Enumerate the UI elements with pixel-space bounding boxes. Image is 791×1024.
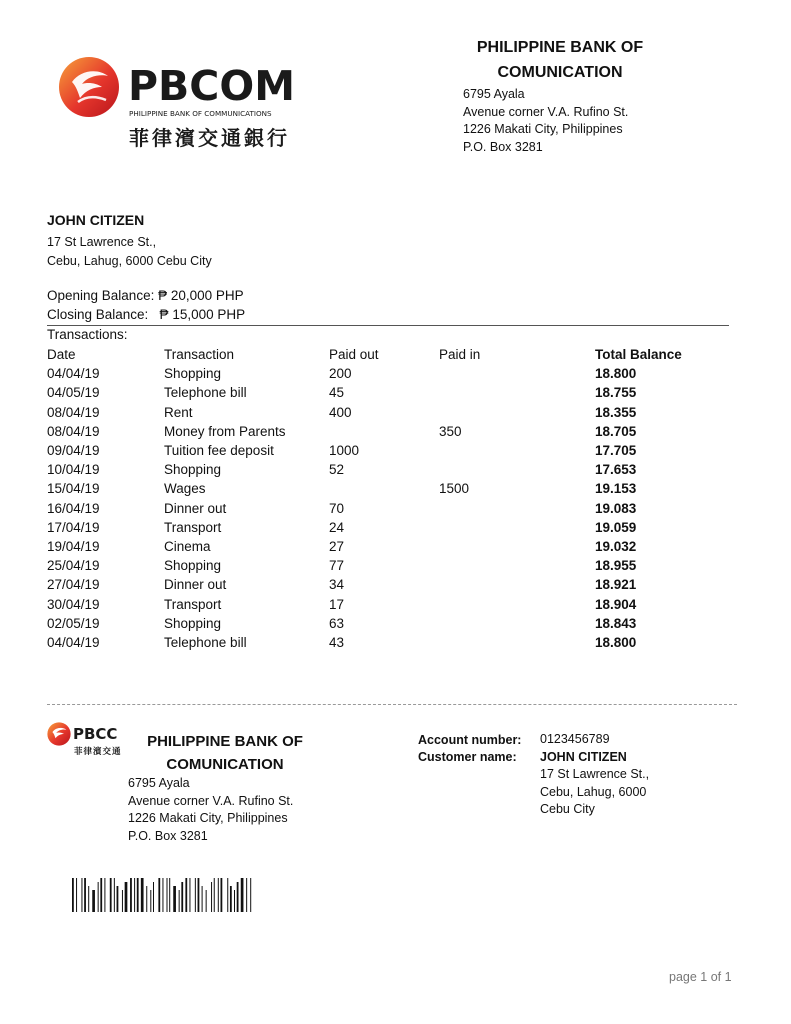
table-row [47,614,695,633]
column-header-paid-out: Paid out [329,347,379,363]
table-row [47,403,695,422]
customer-name: JOHN CITIZEN [47,212,145,228]
slip-bank-address-line: 6795 Ayala [128,776,190,790]
table-row [47,364,695,383]
cell-paid-out: 1000 [329,443,360,459]
cell-date: 04/05/19 [47,385,100,401]
cell-date: 04/04/19 [47,634,100,650]
cell-paid-out: 400 [329,404,352,420]
barcode-bar [218,878,219,912]
barcode-bar [195,878,196,912]
cell-transaction: Transport [164,519,222,535]
bank-address-line: 1226 Makati City, Philippines [463,122,623,136]
cell-paid-out [329,479,439,498]
transactions-title: Transactions: [47,327,128,342]
table-row [47,594,695,613]
cell-paid-out: 34 [329,577,345,593]
cell-date: 04/04/19 [47,366,100,382]
barcode-bar [202,886,203,912]
column-header-date: Date [47,347,76,363]
slip-logo-chinese-name: 菲律濱交通 [74,747,122,757]
barcode-bar [169,878,170,912]
cell-paid-out: 70 [329,500,345,516]
pbcc-emblem-icon [47,722,71,746]
barcode-bar [141,878,144,912]
cell-transaction: Rent [164,404,193,420]
barcode-bar [81,878,82,912]
slip-customer-address-line: Cebu City [540,802,595,816]
barcode-bar [84,878,86,912]
column-header-paid-in: Paid in [439,347,481,363]
cell-paid-in [439,403,595,422]
barcode-bar [211,882,212,912]
cell-paid-in [439,518,595,537]
bank-logo [58,56,298,156]
table-row [47,575,695,594]
bank-name-line1: PHILIPPINE BANK OF [476,39,644,56]
barcode-bar [114,878,115,912]
table-row [47,460,695,479]
barcode-bar [250,878,251,912]
cell-total-balance: 18.921 [595,577,637,593]
bank-address-line: Avenue corner V.A. Rufino St. [463,104,629,119]
barcode-bar [227,878,228,912]
cell-total-balance: 18.800 [595,634,637,650]
cell-paid-in [439,383,595,402]
cell-total-balance: 19.032 [595,538,637,554]
account-number-value: 0123456789 [540,732,610,746]
barcode-bar [237,882,239,912]
barcode-bar [230,886,232,912]
cell-paid-out: 45 [329,385,345,401]
account-number-label: Account number: [418,733,522,747]
slip-logo [47,722,127,762]
cell-transaction: Cinema [164,538,211,554]
barcode-bar [153,882,154,912]
table-row [47,383,695,402]
cell-paid-out: 77 [329,558,345,574]
cell-total-balance: 18.800 [595,366,637,382]
slip-bank-address [128,775,293,845]
slip-customer-name: JOHN CITIZEN [540,750,627,764]
barcode-bar [158,878,160,912]
customer-name-label: Customer name: [418,750,517,764]
slip-customer-address-line: 17 St Lawrence St., [540,767,650,781]
cell-total-balance: 18.705 [595,423,637,439]
cell-transaction: Transport [164,596,222,612]
cell-date: 16/04/19 [47,500,100,516]
barcode-bar [92,890,95,912]
cell-paid-out: 27 [329,538,345,554]
cell-paid-in: 350 [439,423,462,439]
barcode-bar [234,890,235,912]
cell-paid-out: 24 [329,519,345,535]
cell-date: 08/04/19 [47,404,100,420]
cell-paid-in [439,575,595,594]
barcode-bar [189,878,190,912]
cell-paid-in: 1500 [439,481,470,497]
slip-bank-name [130,730,320,776]
cell-total-balance: 17.653 [595,462,637,478]
barcode-bar [181,882,183,912]
barcode-bar [206,890,207,912]
bank-address-line: 6795 Ayala [463,87,525,101]
cell-paid-out: 17 [329,596,345,612]
cell-total-balance: 18.955 [595,558,637,574]
cell-transaction: Shopping [164,558,222,574]
cell-paid-in [439,614,595,633]
barcode-bar [179,890,180,912]
barcode-bar [104,878,105,912]
cell-paid-in [439,441,595,460]
barcode-bar [146,886,147,912]
barcode-bar [122,890,123,912]
cell-paid-out: 43 [329,634,345,650]
barcode-bar [137,878,139,912]
cell-transaction: Shopping [164,615,222,631]
cell-date: 17/04/19 [47,519,100,535]
cell-date: 10/04/19 [47,462,100,478]
bank-address [463,86,628,156]
cell-paid-in [439,364,595,383]
logo-wordmark: PBCOM [128,62,296,110]
bank-name-line2: COMUNICATION [497,64,623,81]
table-row [47,633,695,652]
barcode-bar [221,878,223,912]
cell-transaction: Dinner out [164,577,227,593]
cell-transaction: Tuition fee deposit [164,443,274,459]
barcode-bar [98,882,99,912]
slip-logo-wordmark: PBCC [73,725,118,743]
table-row [47,479,695,498]
cell-transaction: Money from Parents [164,423,286,439]
cell-transaction: Shopping [164,366,222,382]
table-row [47,518,695,537]
barcode-bar [214,878,215,912]
barcode [72,878,332,912]
barcode-bar [150,890,151,912]
cell-paid-in [439,556,595,575]
barcode-bar [162,878,163,912]
cell-paid-out: 52 [329,462,345,478]
slip-customer-address [540,766,649,819]
slip-bank-address-line: P.O. Box 3281 [128,828,208,843]
table-header-row [47,345,695,364]
pbcom-emblem-icon [58,56,120,118]
cell-total-balance: 17.705 [595,443,637,459]
cell-paid-in [439,633,595,652]
table-row [47,537,695,556]
slip-bank-address-line: 1226 Makati City, Philippines [128,811,288,825]
cell-total-balance: 19.153 [595,481,637,497]
cell-date: 02/05/19 [47,615,100,631]
barcode-bar [134,878,135,912]
cell-paid-out [329,422,439,441]
column-header-total-balance: Total Balance [595,347,682,363]
cell-transaction: Telephone bill [164,385,247,401]
cell-total-balance: 18.355 [595,404,637,420]
slip-bank-address-line: Avenue corner V.A. Rufino St. [128,793,294,808]
section-divider [47,325,729,326]
cell-transaction: Telephone bill [164,634,247,650]
logo-chinese-name: 菲律濱交通銀行 [129,126,290,150]
barcode-bar [241,878,244,912]
cell-paid-in [439,537,595,556]
table-row [47,441,695,460]
barcode-bar [88,886,89,912]
cell-total-balance: 18.755 [595,385,637,401]
customer-address [47,233,212,271]
closing-balance: Closing Balance: ₱ 15,000 PHP [47,307,246,322]
cell-date: 19/04/19 [47,538,100,554]
tear-off-line [47,704,737,705]
opening-balance: Opening Balance: ₱ 20,000 PHP [47,288,244,303]
cell-date: 15/04/19 [47,481,100,497]
customer-address-line: Cebu, Lahug, 6000 Cebu City [47,254,212,268]
bank-address-line: P.O. Box 3281 [463,139,543,154]
cell-transaction: Wages [164,481,206,497]
cell-paid-in [439,594,595,613]
cell-total-balance: 18.843 [595,615,637,631]
cell-paid-out: 63 [329,615,345,631]
barcode-bar [110,878,112,912]
cell-date: 27/04/19 [47,577,100,593]
cell-transaction: Shopping [164,462,222,478]
barcode-bar [125,882,128,912]
table-row [47,422,695,441]
table-row [47,556,695,575]
cell-date: 09/04/19 [47,443,100,459]
barcode-bar [198,878,200,912]
bank-name [434,35,686,85]
cell-total-balance: 19.059 [595,519,637,535]
cell-transaction: Dinner out [164,500,227,516]
cell-total-balance: 19.083 [595,500,637,516]
table-row [47,499,695,518]
slip-bank-name-line1: PHILIPPINE BANK OF [147,733,303,750]
barcode-bar [100,878,102,912]
barcode-bar [130,878,132,912]
logo-subtitle: PHILIPPINE BANK OF COMMUNICATIONS [129,109,272,118]
barcode-bar [173,886,176,912]
customer-address-line: 17 St Lawrence St., [47,235,157,249]
barcode-bar [76,878,77,912]
barcode-bar [72,878,74,912]
barcode-bar [185,878,187,912]
barcode-bar [246,878,247,912]
page-number: page 1 of 1 [669,970,732,984]
cell-date: 30/04/19 [47,596,100,612]
transactions-table [47,345,695,652]
cell-paid-out: 200 [329,366,352,382]
barcode-bar [167,878,168,912]
cell-paid-in [439,499,595,518]
slip-bank-name-line2: COMUNICATION [166,756,284,773]
cell-date: 25/04/19 [47,558,100,574]
column-header-transaction: Transaction [164,347,235,363]
barcode-bar [117,886,119,912]
cell-paid-in [439,460,595,479]
cell-total-balance: 18.904 [595,596,637,612]
cell-date: 08/04/19 [47,423,100,439]
slip-customer-address-line: Cebu, Lahug, 6000 [540,784,647,799]
